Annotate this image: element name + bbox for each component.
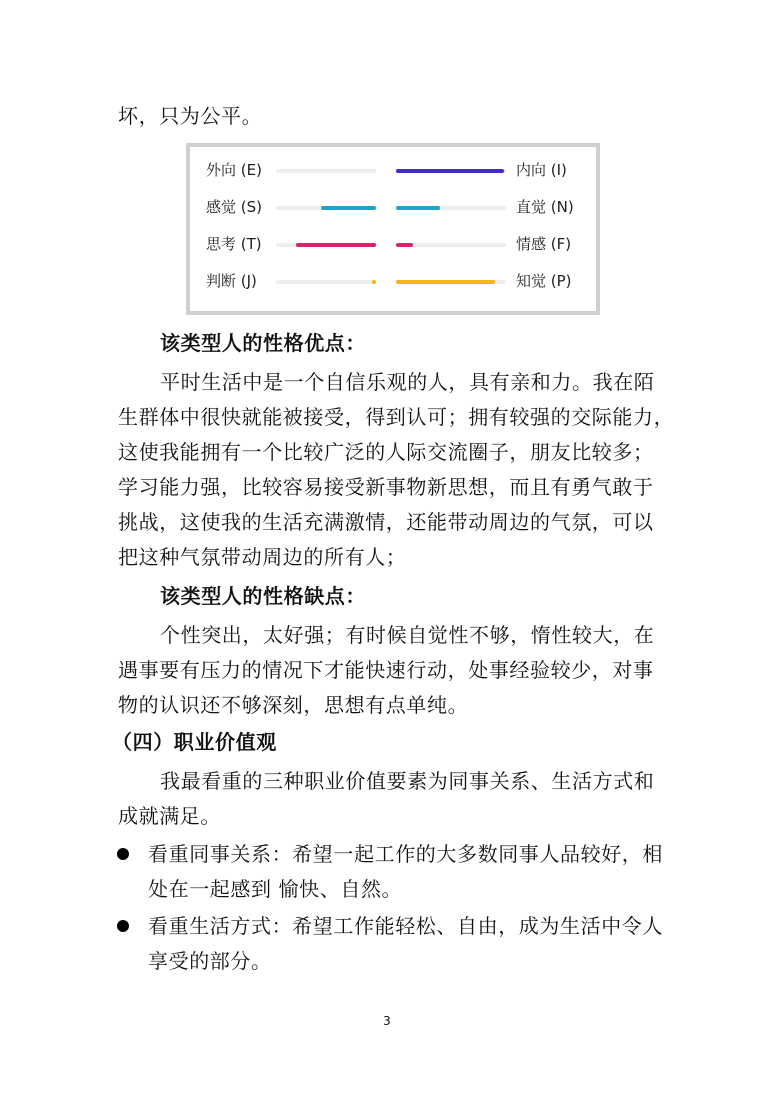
bar-track-right <box>396 243 506 247</box>
text-line: 遇事要有压力的情况下才能快速行动，处事经验较少，对事 <box>118 658 654 682</box>
bullet-text: 处在一起感到 愉快、自然。 <box>148 877 403 901</box>
text-line: 生群体中很快就能被接受，得到认可；拥有较强的交际能力， <box>118 405 675 429</box>
bullet-icon <box>117 920 129 932</box>
mbti-chart <box>186 143 600 315</box>
bar-track-left <box>276 169 376 173</box>
bar-track-left <box>276 280 376 284</box>
trait-label-left: 判断 (J) <box>206 272 257 290</box>
bar-right <box>396 243 413 247</box>
text-line: 平时生活中是一个自信乐观的人，具有亲和力。我在陌 <box>160 370 655 394</box>
text-line: 这使我能拥有一个比较广泛的人际交流圈子，朋友比较多； <box>118 440 654 464</box>
text-line: 个性突出，太好强；有时候自觉性不够，惰性较大，在 <box>160 623 655 647</box>
page-number: 3 <box>383 1014 391 1028</box>
bullet-text: 看重同事关系：希望一起工作的大多数同事人品较好，相 <box>148 842 663 866</box>
trait-label-left: 外向 (E) <box>206 161 262 179</box>
text-line: 学习能力强，比较容易接受新事物新思想，而且有勇气敢于 <box>118 475 654 499</box>
trait-label-left: 思考 (T) <box>206 235 262 253</box>
text-line: 坏，只为公平。 <box>118 104 263 128</box>
bar-left <box>321 206 376 210</box>
bar-left <box>296 243 376 247</box>
bullet-icon <box>117 848 129 860</box>
text-line: 物的认识还不够深刻，思想有点单纯。 <box>118 693 469 717</box>
section-heading-weaknesses: 该类型人的性格缺点： <box>160 584 366 608</box>
trait-label-left: 感觉 (S) <box>206 198 262 216</box>
text-line: 挑战，这使我的生活充满激情，还能带动周边的气氛，可以 <box>118 510 654 534</box>
text-line: 我最看重的三种职业价值要素为同事关系、生活方式和 <box>160 769 655 793</box>
bar-right <box>396 206 440 210</box>
section-heading-strengths: 该类型人的性格优点： <box>160 331 366 355</box>
text-line: 成就满足。 <box>118 804 221 828</box>
bar-left <box>372 280 376 284</box>
trait-label-right: 情感 (F) <box>516 235 572 253</box>
trait-label-right: 内向 (I) <box>516 161 567 179</box>
bullet-text: 享受的部分。 <box>148 949 272 973</box>
bar-right <box>396 280 495 284</box>
trait-label-right: 直觉 (N) <box>516 198 574 216</box>
bullet-text: 看重生活方式：希望工作能轻松、自由，成为生活中令人 <box>148 914 663 938</box>
bar-right <box>396 169 504 173</box>
trait-label-right: 知觉 (P) <box>516 272 572 290</box>
section-heading-career-values: （四）职业价值观 <box>112 730 277 754</box>
text-line: 把这种气氛带动周边的所有人； <box>118 545 407 569</box>
